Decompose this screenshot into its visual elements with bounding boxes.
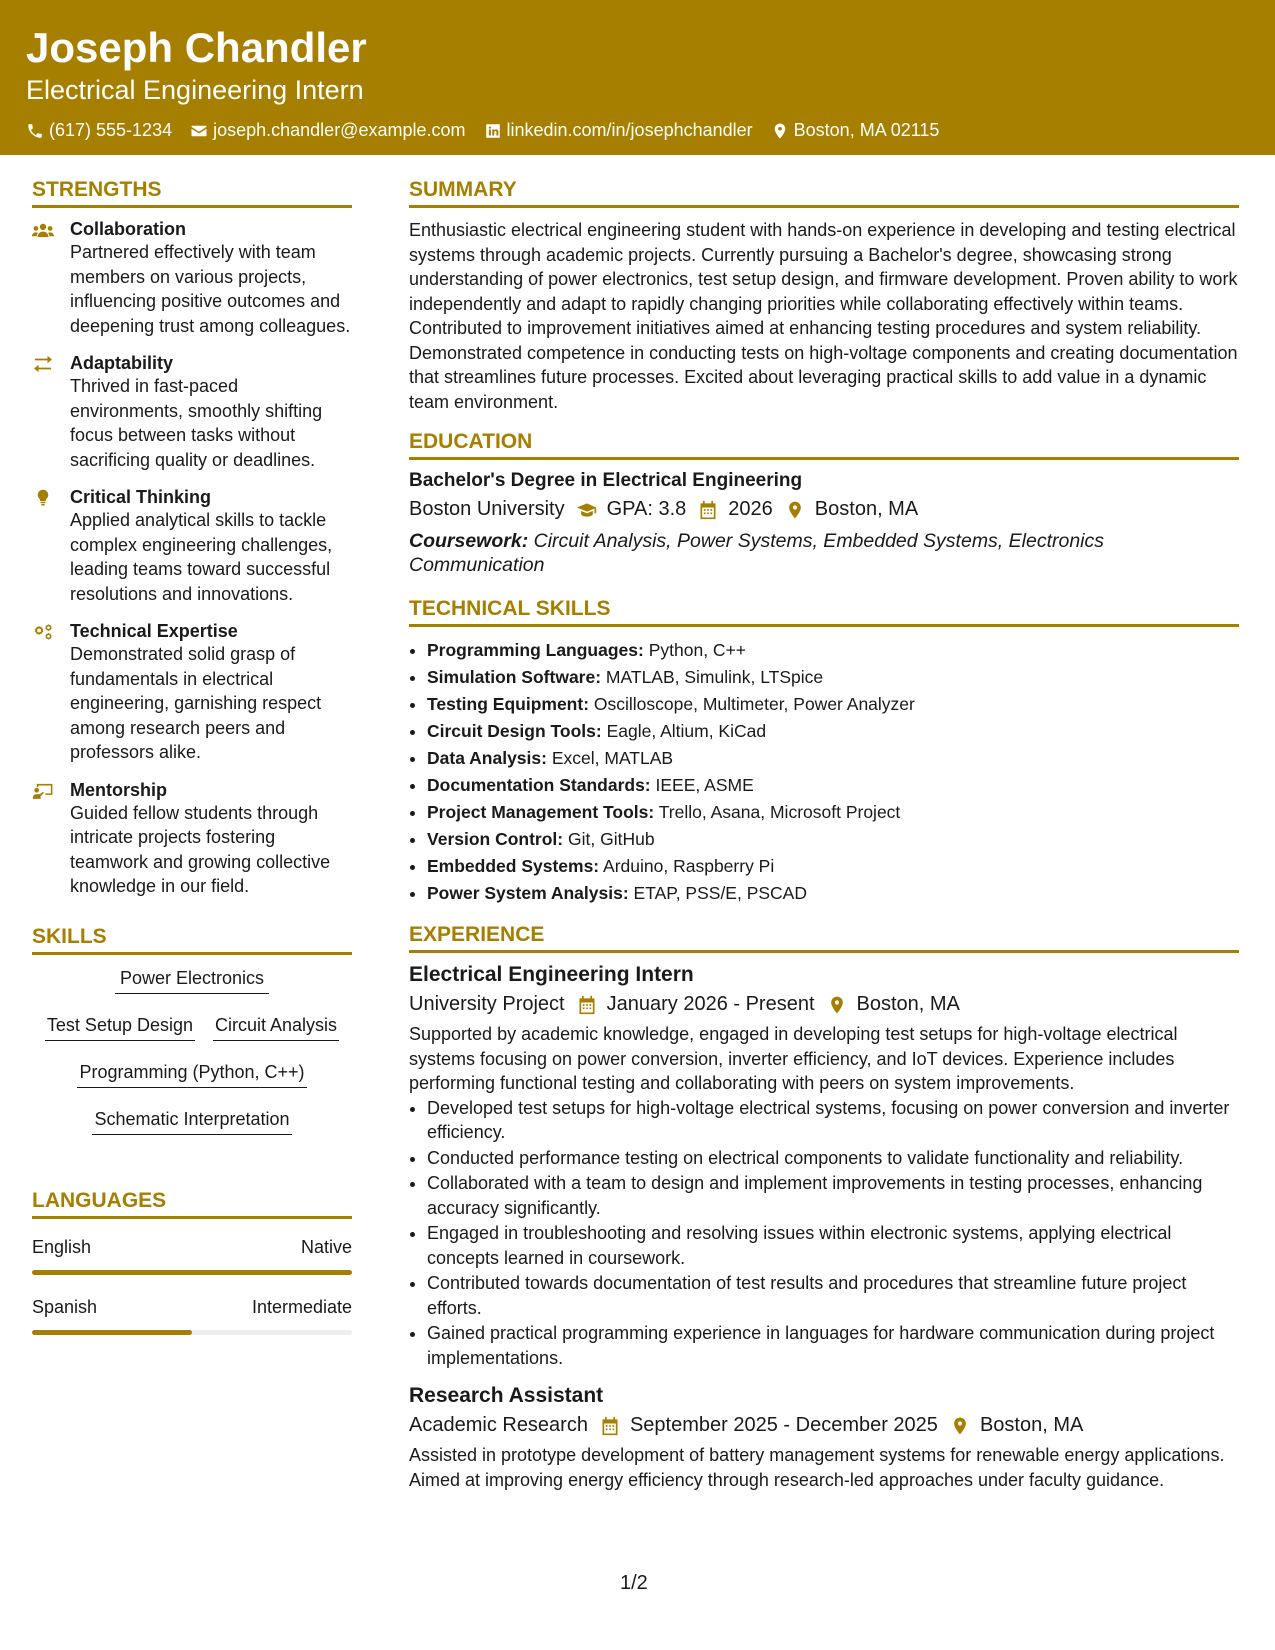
skill-label: Version Control: — [427, 829, 564, 849]
gpa — [577, 498, 687, 521]
technical-skills-heading: TECHNICAL SKILLS — [409, 597, 1239, 627]
right-column — [409, 178, 1239, 1492]
skills-list — [32, 967, 352, 1155]
job-meta — [409, 1414, 1239, 1437]
skill-value: IEEE, ASME — [655, 775, 754, 795]
dates-text: January 2026 - Present — [606, 993, 815, 1015]
skill-tag: Schematic Interpretation — [92, 1108, 291, 1135]
strength-title: Adaptability — [70, 353, 174, 373]
graduation-year — [698, 498, 773, 521]
gears-icon — [32, 623, 54, 641]
strength-item — [32, 486, 352, 606]
job-entry — [409, 1384, 1239, 1492]
location-text: Boston, MA — [856, 993, 960, 1015]
education-location — [785, 498, 918, 521]
calendar-icon — [577, 995, 597, 1015]
languages-heading: LANGUAGES — [32, 1189, 352, 1219]
language-name: Spanish — [32, 1296, 98, 1317]
strength-desc: Thrived in fast-paced environments, smoothly shifting focus between tasks without sacrificing quality or deadlines. — [70, 376, 323, 470]
email-text: joseph.chandler@example.com — [213, 120, 466, 140]
list-item — [427, 880, 1239, 907]
job-location — [827, 993, 960, 1016]
envelope-icon — [190, 122, 208, 140]
skill-value: Eagle, Altium, KiCad — [606, 721, 767, 741]
linkedin-icon — [484, 122, 502, 140]
list-item: • Conducted performance testing on electrical components to validate functionality and reliability. — [427, 1146, 1239, 1171]
coursework — [409, 529, 1239, 577]
skill-label: Programming Languages: — [427, 640, 644, 660]
strength-item — [32, 218, 352, 338]
language-bar-fill — [32, 1270, 352, 1275]
list-item — [427, 853, 1239, 880]
graduation-cap-icon — [577, 500, 597, 520]
left-column — [32, 178, 352, 1335]
list-item — [427, 772, 1239, 799]
skill-label: Simulation Software: — [427, 667, 602, 687]
list-item: • Developed test setups for high-voltage electrical systems, focusing on power conversion and inverter efficiency. — [427, 1096, 1239, 1145]
org-text: University Project — [409, 993, 565, 1015]
list-item: • Collaborated with a team to design and implement improvements in testing processes, enhancing accuracy significantly. — [427, 1171, 1239, 1220]
strength-item — [32, 352, 352, 472]
phone-icon — [26, 122, 44, 140]
arrows-swap-icon — [32, 355, 54, 373]
job-description: Assisted in prototype development of battery management systems for renewable energy applications. Aimed at improving energy efficiency through research-led approaches under faculty guidance. — [409, 1445, 1225, 1490]
coursework-label: Coursework: — [409, 530, 529, 552]
skill-label: Circuit Design Tools: — [427, 721, 602, 741]
strength-desc: Partnered effectively with team members on various projects, influencing positive outcomes and deepening trust among colleagues. — [70, 242, 351, 336]
gpa-text: GPA: 3.8 — [606, 498, 687, 520]
location-text: Boston, MA — [979, 1414, 1084, 1436]
skill-value: Oscilloscope, Multimeter, Power Analyzer — [593, 694, 915, 714]
list-item: • Engaged in troubleshooting and resolving issues within electronic systems, applying electrical concepts learned in coursework. — [427, 1221, 1239, 1270]
skill-value: Arduino, Raspberry Pi — [603, 856, 775, 876]
technical-skills-list — [409, 637, 1239, 907]
summary-text: Enthusiastic electrical engineering student with hands-on experience in developing and testing electrical systems through academic projects. Currently pursuing a Bachelor's degree, showcasing strong understanding of power electronics, test setup design, and firmware development. Proven ability to work independently and adapt to rapidly changing priorities while collaborating effectively within teams. Contributed to improvement initiatives aimed at enhancing testing procedures and system reliability. Demonstrated competence in conducting tests on high-voltage components and creating documentation that streamlines future processes. Excited about leveraging practical skills to add value in a dynamic team environment. — [409, 220, 1238, 412]
job-meta — [409, 993, 1239, 1016]
job-bullets — [409, 1096, 1239, 1371]
list-item: • Contributed towards documentation of test results and procedures that streamline future project efforts. — [427, 1271, 1239, 1320]
contact-linkedin[interactable] — [484, 120, 753, 141]
candidate-role: Electrical Engineering Intern — [26, 75, 364, 105]
skills-heading: SKILLS — [32, 925, 352, 955]
list-item — [427, 718, 1239, 745]
skill-label: Embedded Systems: — [427, 856, 600, 876]
strength-title: Critical Thinking — [70, 487, 212, 507]
skill-label: Documentation Standards: — [427, 775, 651, 795]
contact-phone[interactable] — [26, 120, 172, 141]
resume-header — [0, 0, 1275, 155]
language-item — [32, 1237, 352, 1275]
strength-desc: Guided fellow students through intricate projects fostering teamwork and growing collective knowledge in our field. — [70, 802, 331, 896]
list-item — [427, 664, 1239, 691]
job-org — [409, 1414, 588, 1437]
strengths-heading: STRENGTHS — [32, 178, 352, 208]
language-bar — [32, 1270, 352, 1275]
list-item: • Gained practical programming experience in languages for hardware communication during project implementations. — [427, 1321, 1239, 1370]
job-location — [950, 1414, 1083, 1437]
lightbulb-icon — [32, 489, 54, 507]
skill-value: Python, C++ — [648, 640, 747, 660]
job-description: Supported by academic knowledge, engaged in developing test setups for high-voltage electrical systems focusing on power conversion, inverter efficiency, and IoT devices. Experience includes performing functional testing and collaborating with peers on system improvements. — [409, 1024, 1178, 1093]
candidate-name: Joseph Chandler — [26, 24, 367, 71]
education-heading: EDUCATION — [409, 430, 1239, 460]
strength-desc: Applied analytical skills to tackle complex engineering challenges, leading teams toward successful resolutions and innovations. — [70, 510, 333, 604]
teacher-icon — [32, 782, 54, 800]
strength-item — [32, 620, 352, 765]
skill-tag: Power Electronics — [115, 967, 269, 994]
skill-tag: Programming (Python, C++) — [77, 1061, 306, 1088]
map-pin-icon — [827, 995, 847, 1015]
map-pin-icon — [771, 122, 789, 140]
skill-label: Power System Analysis: — [427, 883, 629, 903]
users-icon — [32, 221, 54, 239]
page-number: 1/2 — [620, 1572, 648, 1594]
job-org — [409, 993, 565, 1016]
degree-title: Bachelor's Degree in Electrical Engineering — [409, 470, 803, 491]
list-item — [427, 826, 1239, 853]
language-level: Native — [300, 1236, 352, 1257]
org-text: Academic Research — [409, 1414, 588, 1436]
school-name — [409, 498, 565, 521]
year-text: 2026 — [728, 498, 773, 520]
contact-bar — [26, 120, 1249, 141]
language-level: Intermediate — [251, 1296, 352, 1317]
job-dates — [600, 1414, 938, 1437]
experience-heading: EXPERIENCE — [409, 923, 1239, 953]
strength-desc: Demonstrated solid grasp of fundamentals in electrical engineering, garnishing respect among research peers and professors alike. — [70, 644, 322, 762]
language-bar — [32, 1330, 352, 1335]
strength-title: Mentorship — [70, 779, 167, 800]
location-text: Boston, MA — [814, 498, 919, 520]
skill-label: Project Management Tools: — [427, 802, 655, 822]
contact-location — [771, 120, 940, 141]
calendar-icon — [600, 1416, 620, 1436]
skill-value: ETAP, PSS/E, PSCAD — [633, 883, 807, 903]
language-name: English — [32, 1236, 92, 1257]
skill-tag: Test Setup Design — [45, 1014, 195, 1041]
job-title: Research Assistant — [409, 1384, 604, 1407]
list-item — [427, 799, 1239, 826]
list-item — [427, 745, 1239, 772]
strength-title: Technical Expertise — [70, 621, 238, 641]
skill-value: Trello, Asana, Microsoft Project — [658, 802, 901, 822]
map-pin-icon — [950, 1416, 970, 1436]
language-item — [32, 1297, 352, 1335]
contact-email[interactable] — [190, 120, 465, 141]
list-item — [427, 691, 1239, 718]
skill-label: Testing Equipment: — [427, 694, 590, 714]
coursework-list: Circuit Analysis, Power Systems, Embedded Systems, Electronics Communication — [409, 530, 1105, 576]
skill-label: Data Analysis: — [427, 748, 547, 768]
list-item — [427, 637, 1239, 664]
job-entry — [409, 963, 1239, 1370]
job-title: Electrical Engineering Intern — [409, 963, 694, 986]
map-pin-icon — [785, 500, 805, 520]
dates-text: September 2025 - December 2025 — [629, 1414, 938, 1436]
skill-value: Excel, MATLAB — [551, 748, 674, 768]
language-bar-fill — [32, 1330, 192, 1335]
skill-tag: Circuit Analysis — [213, 1014, 339, 1041]
strength-title: Collaboration — [70, 219, 186, 239]
strength-item — [32, 779, 352, 899]
phone-text: (617) 555-1234 — [49, 120, 173, 140]
linkedin-text: linkedin.com/in/josephchandler — [506, 120, 753, 140]
summary-heading: SUMMARY — [409, 178, 1239, 208]
skill-value: Git, GitHub — [568, 829, 655, 849]
job-dates — [577, 993, 815, 1016]
calendar-icon — [698, 500, 718, 520]
location-text: Boston, MA 02115 — [793, 120, 940, 140]
school-text: Boston University — [409, 498, 565, 520]
education-meta — [409, 498, 1239, 521]
skill-value: MATLAB, Simulink, LTSpice — [605, 667, 824, 687]
